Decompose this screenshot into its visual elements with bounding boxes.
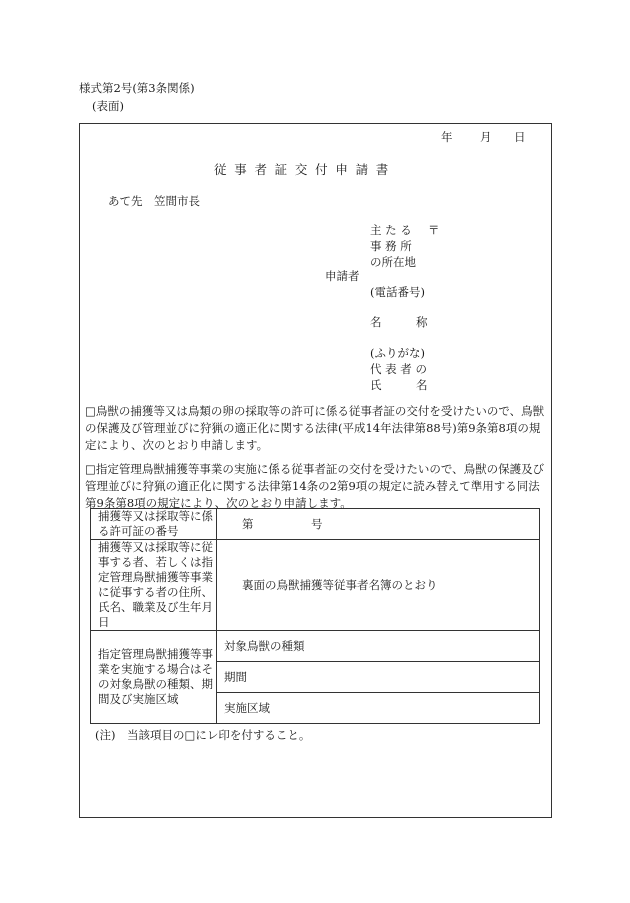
table-row (91, 540, 540, 631)
date-month-label: 月 (480, 130, 492, 144)
designated-project-label: 指定管理鳥獣捕獲等事業を実施する場合はその対象鳥獣の種類、期間及び実施区域 (91, 631, 217, 724)
phone-label: (電話番号) (370, 285, 425, 299)
representative-label-line1: 代 表 者 の (370, 362, 427, 376)
application-details-table (90, 508, 540, 724)
name-label: 名 称 (370, 315, 428, 329)
application-paragraph-1: □鳥獣の捕獲等又は鳥類の卵の採取等の許可に係る従事者証の交付を受けたいので、鳥獣の保護及び管理並びに狩猟の適正化に関する法律(平成14年法律第88号)第9条第8項の規定により、次のとおり申請します。 (85, 404, 545, 452)
applicant-label: 申請者 (325, 269, 360, 283)
period-label: 期間 (217, 662, 540, 693)
implementation-area-label: 実施区域 (217, 693, 540, 724)
table-row (91, 631, 540, 662)
addressee: あて先 笠間市長 (108, 194, 200, 208)
side-label: (表面) (92, 99, 124, 113)
permit-number-value: 第 号 (217, 509, 540, 540)
address-label-line2: 事 務 所 (370, 239, 412, 253)
worker-info-value: 裏面の鳥獣捕獲等従事者名簿のとおり (217, 540, 540, 631)
table-row (91, 509, 540, 540)
form-number: 様式第2号(第3条関係) (79, 81, 195, 95)
furigana-label: (ふりがな) (370, 346, 425, 360)
application-paragraph-2: □指定管理鳥獣捕獲等事業の実施に係る従事者証の交付を受けたいので、鳥獣の保護及び管理並びに狩猟の適正化に関する法律第14条の2第9項の規定に読み替えて準用する同法第9条第8項の規定により、次のとおり申請します。 (85, 462, 545, 510)
footnote: (注) 当該項目の□にレ印を付すること。 (95, 728, 311, 742)
date-day-label: 日 (514, 130, 526, 144)
address-label-line1: 主 た る (370, 223, 412, 237)
target-species-label: 対象鳥獣の種類 (217, 631, 540, 662)
postal-mark: 〒 (428, 223, 440, 237)
permit-number-label: 捕獲等又は採取等に係る許可証の番号 (91, 509, 217, 540)
document-title: 従 事 者 証 交 付 申 請 書 (214, 162, 391, 177)
address-label-line3: の所在地 (370, 255, 416, 269)
worker-info-label: 捕獲等又は採取等に従事する者、若しくは指定管理鳥獣捕獲等事業に従事する者の住所、氏名、職業及び生年月日 (91, 540, 217, 631)
representative-label-line2: 氏 名 (370, 378, 428, 392)
date-year-label: 年 (441, 130, 453, 144)
